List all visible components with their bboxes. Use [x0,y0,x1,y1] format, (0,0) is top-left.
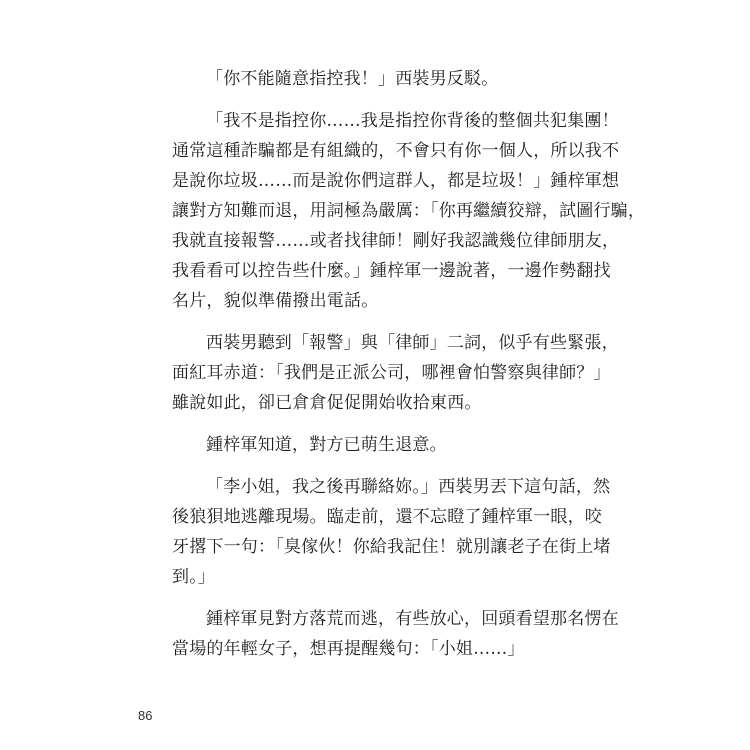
text-line: 牙撂下一句：「臭傢伙！你給我記住！就別讓老子在街上堵 [172,537,611,557]
text-line: 到。」 [172,567,216,587]
text-line: 我看看可以控告些什麼。」鍾梓軍一邊說著，一邊作勢翻找 [172,261,611,281]
paragraph [172,472,611,592]
paragraph [172,430,592,460]
page-number: 86 [138,708,153,723]
text-line: 我就直接報警……或者找律師！剛好我認識幾位律師朋友， [172,231,620,251]
text-line: 面紅耳赤道：「我們是正派公司，哪裡會怕警察與律師？」 [172,363,611,383]
text-line: 西裝男聽到「報警」與「律師」二詞，似乎有些緊張， [206,333,619,353]
paragraph [172,328,619,418]
paragraph [172,64,592,94]
paragraph [172,106,646,316]
text-line: 雖說如此，卻已倉倉促促開始收拾東西。 [172,393,482,413]
text-line: 通常這種詐騙都是有組織的，不會只有你一個人，所以我不 [172,141,620,161]
paragraph [172,604,619,664]
text-line: 當場的年輕女子，想再提醒幾句：「小姐……」 [172,639,525,659]
text-line: 鍾梓軍見對方落荒而逃，有些放心，回頭看望那名愣在 [206,609,619,629]
text-line: 名片，貌似準備撥出電話。 [172,291,379,311]
text-line: 「李小姐，我之後再聯絡妳。」西裝男丟下這句話，然 [206,477,611,497]
text-line: 「我不是指控你……我是指控你背後的整個共犯集團！ [206,111,619,131]
body-text [172,64,646,676]
text-line: 是說你垃圾……而是說你們這群人，都是垃圾！」鍾梓軍想 [172,171,620,191]
text-line: 鍾梓軍知道，對方已萌生退意。 [206,435,447,455]
text-line: 「你不能隨意指控我！」西裝男反駁。 [206,69,499,89]
text-line: 後狼狽地逃離現場。臨走前，還不忘瞪了鍾梓軍一眼，咬 [172,507,602,527]
text-line: 讓對方知難而退，用詞極為嚴厲：「你再繼續狡辯，試圖行騙， [172,201,646,221]
